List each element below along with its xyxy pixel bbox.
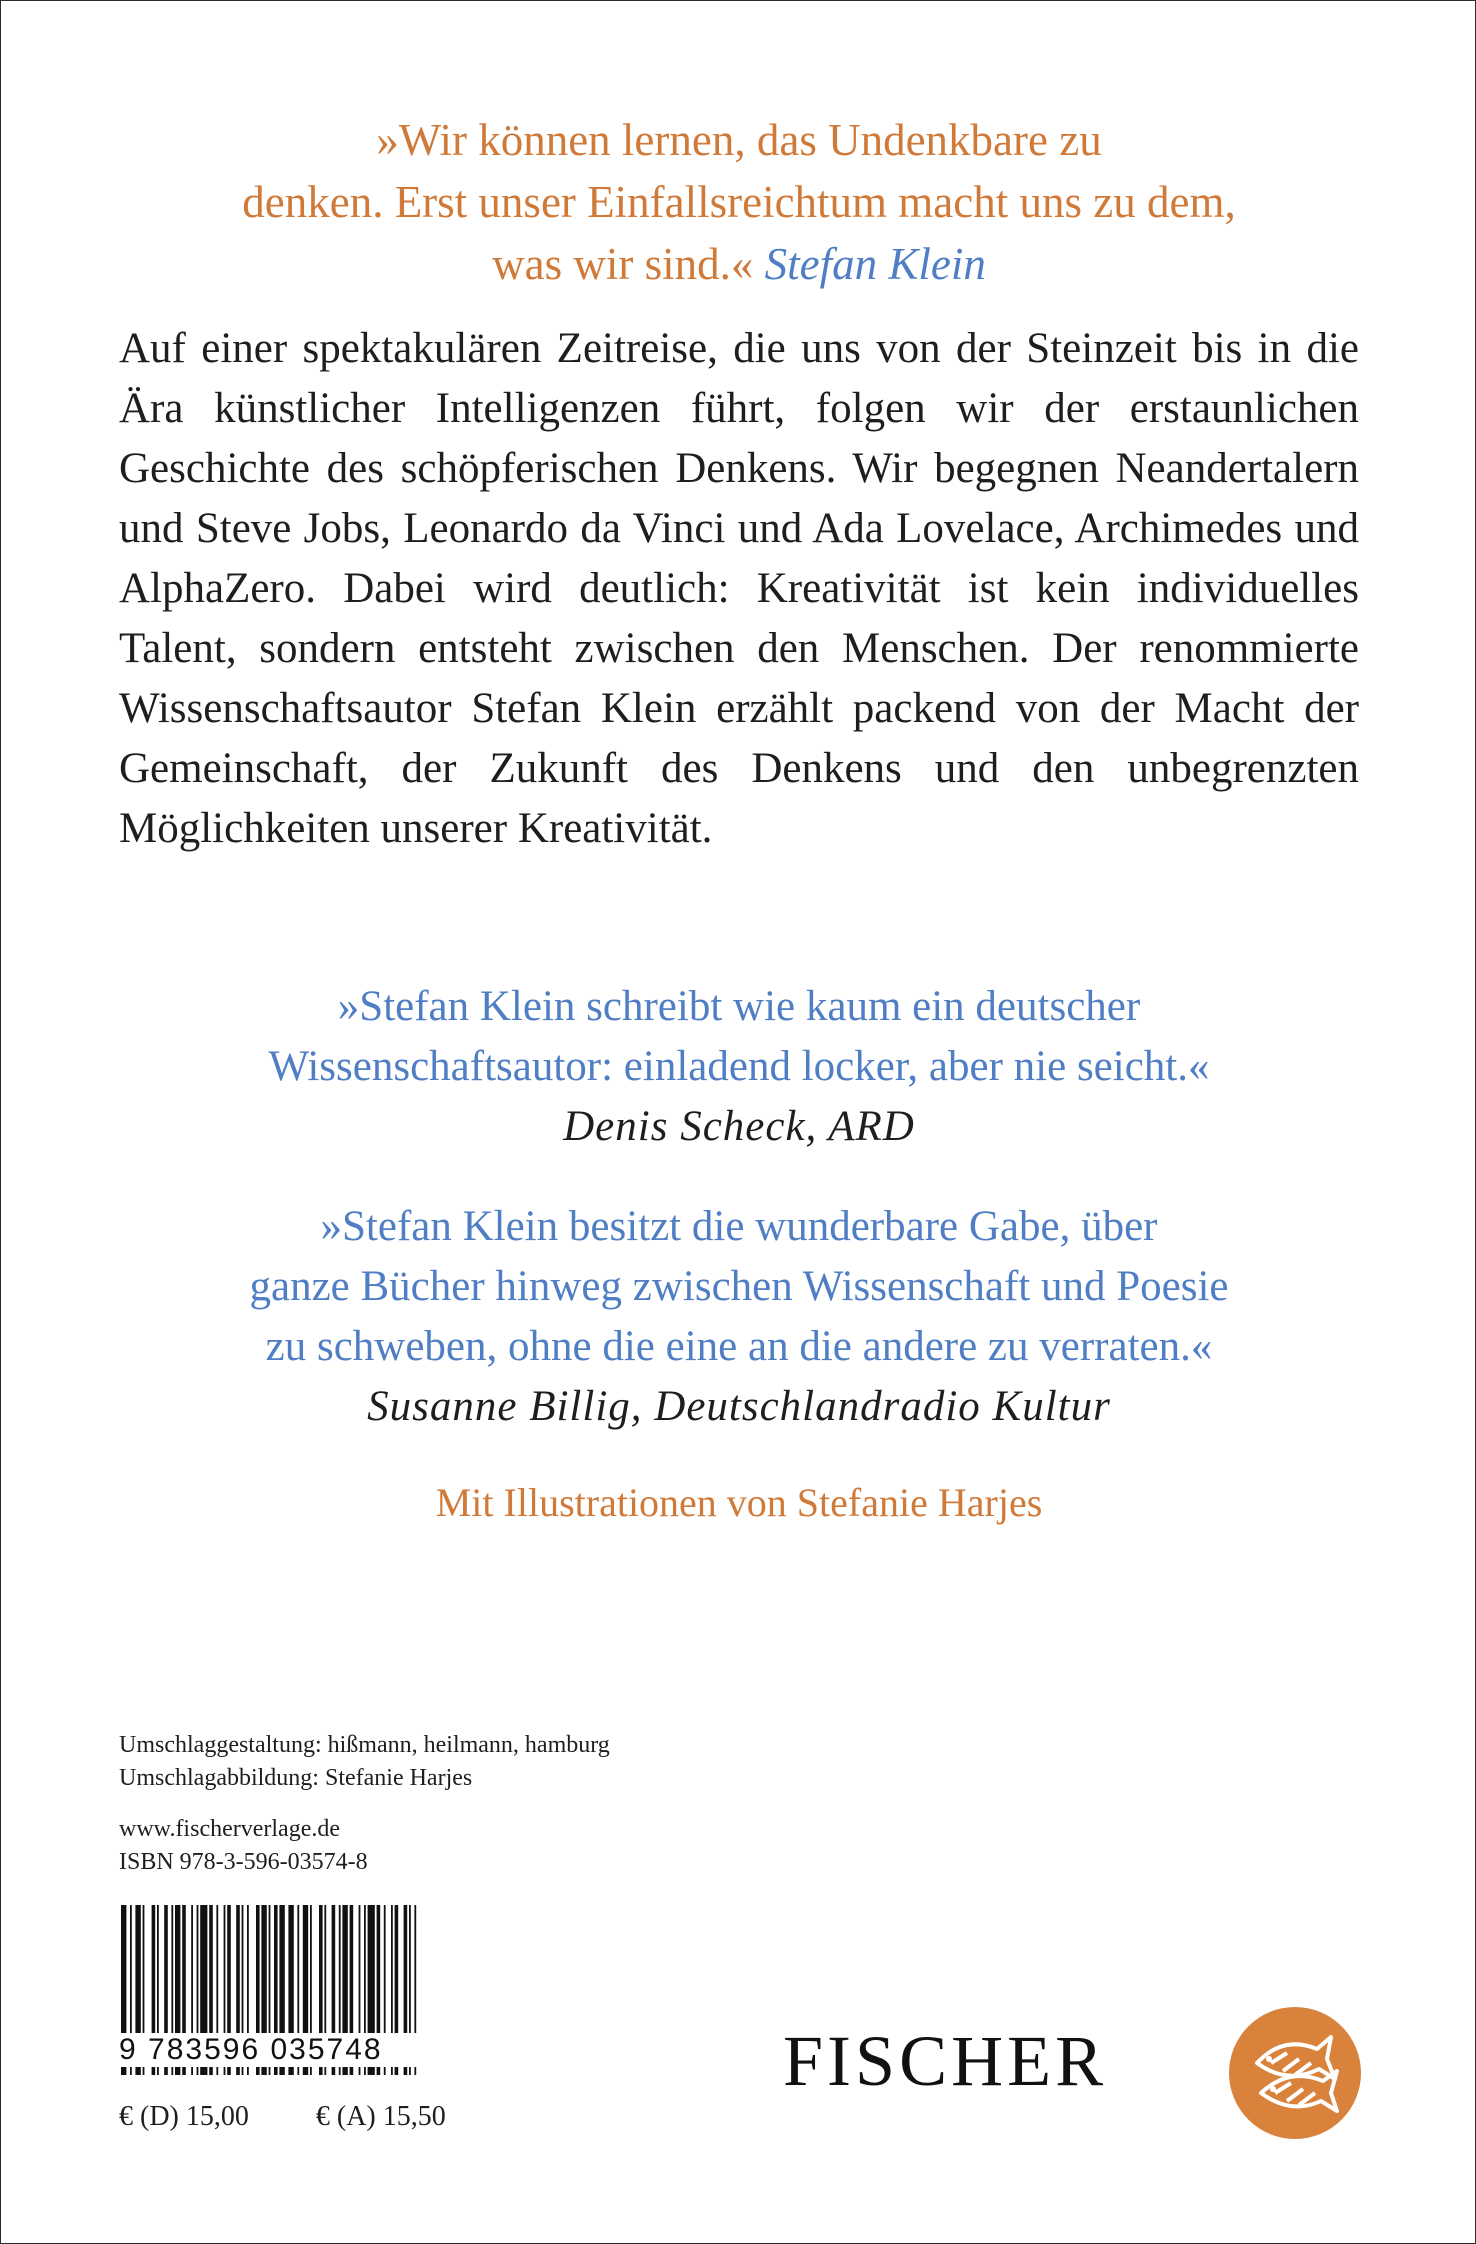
- review-line: ganze Bücher hinweg zwischen Wissenschaft und Poesie: [249, 1263, 1229, 1310]
- author-quote-line: »Wir können lernen, das Undenkbare zu: [376, 115, 1102, 165]
- author-quote-text: was wir sind.«: [492, 239, 754, 289]
- fischer-fish-logo-icon: [1227, 2005, 1363, 2141]
- cover-design-credit: Umschlaggestaltung: hißmann, heilmann, hamburg: [119, 1732, 610, 1758]
- isbn: ISBN 978-3-596-03574-8: [119, 1849, 368, 1875]
- review-line: »Stefan Klein besitzt die wunderbare Gabe, über: [320, 1203, 1158, 1250]
- review-quote-scheck: [119, 977, 1359, 1157]
- cover-image-credit: Umschlagabbildung: Stefanie Harjes: [119, 1765, 473, 1791]
- publisher-logo-text: FISCHER: [783, 2021, 1108, 2101]
- review-line: »Stefan Klein schreibt wie kaum ein deutscher: [337, 983, 1141, 1030]
- review-source: Susanne Billig, Deutschlandradio Kultur: [367, 1383, 1111, 1430]
- publisher-website: www.fischerverlage.de: [119, 1816, 341, 1842]
- author-quote: [119, 109, 1359, 295]
- price-austria: € (A) 15,50: [315, 2101, 446, 2132]
- blurb-paragraph: Auf einer spektakulären Zeitreise, die uns von der Steinzeit bis in die Ära künstlicher Intelligenzen führt, folgen wir der erstaunlichen Geschichte des schöpferischen Denkens. Wir begegnen Neandertalern und Steve Jobs, Leonardo da Vinci und Ada Lovelace, Archimedes und AlphaZero. Dabei wird deutlich: Kreativität ist kein individuelles Talent, sondern entsteht zwischen den Menschen. Der renommierte Wissenschaftsautor Stefan Klein erzählt packend von der Macht der Gemeinschaft, der Zukunft des Denkens und den unbegrenzten Möglichkeiten unserer Kreativität.: [119, 325, 1359, 852]
- author-quote-line: [119, 233, 1359, 295]
- illustrations-credit: Mit Illustrationen von Stefanie Harjes: [435, 1480, 1043, 1525]
- price-germany: € (D) 15,00: [119, 2101, 249, 2132]
- author-quote-line: denken. Erst unser Einfallsreichtum macht uns zu dem,: [242, 177, 1236, 227]
- prices: [119, 2101, 446, 2133]
- review-line: Wissenschaftsautor: einladend locker, aber nie seicht.«: [268, 1043, 1210, 1090]
- review-line: zu schweben, ohne die eine an die andere zu verraten.«: [265, 1323, 1213, 1370]
- barcode-digits: 9 783596 035748: [119, 2033, 419, 2067]
- imprint-credits: [119, 1729, 610, 1879]
- blurb: [119, 319, 1359, 859]
- review-quote-billig: [119, 1197, 1359, 1437]
- review-source: Denis Scheck, ARD: [563, 1103, 915, 1150]
- author-quote-signature: Stefan Klein: [764, 239, 986, 289]
